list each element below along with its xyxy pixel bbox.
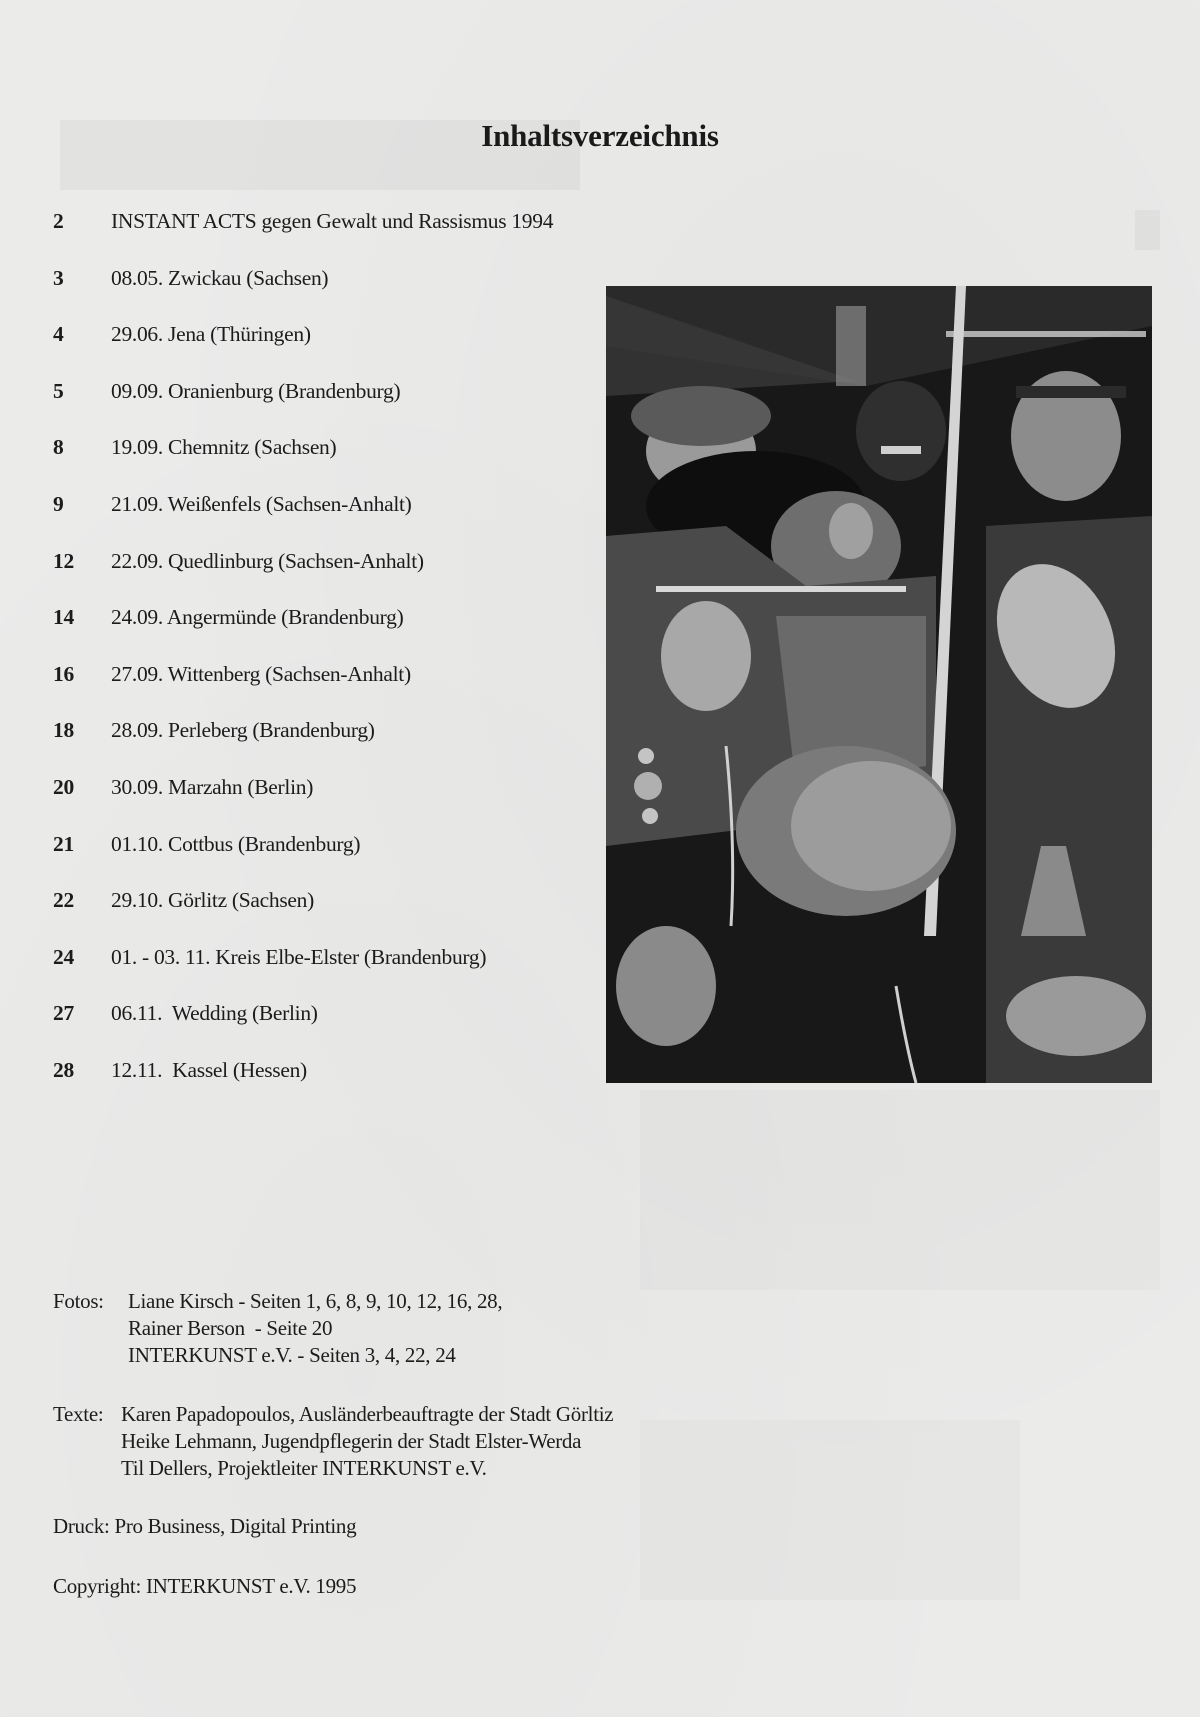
text-credit-label: Texte: xyxy=(53,1402,104,1426)
photo-credit-row xyxy=(53,1315,502,1342)
text-credit-line: Heike Lehmann, Jugendpflegerin der Stadt Elster-Werda xyxy=(121,1429,582,1453)
toc-entry-title: 22.09. Quedlinburg (Sachsen-Anhalt) xyxy=(111,548,424,573)
toc-entry xyxy=(53,718,603,775)
toc-entry-title: 12.11. Kassel (Hessen) xyxy=(111,1057,307,1082)
bleed-through-shadow xyxy=(640,1090,1160,1290)
toc-entry xyxy=(53,209,603,266)
toc-entry xyxy=(53,945,603,1002)
toc-entry xyxy=(53,322,603,379)
toc-page-number: 24 xyxy=(53,944,74,969)
toc-page-number: 3 xyxy=(53,265,64,290)
toc-entry-title: 21.09. Weißenfels (Sachsen-Anhalt) xyxy=(111,491,412,516)
photo-credit-line: Rainer Berson - Seite 20 xyxy=(128,1316,333,1340)
photo-musicians-berimbau xyxy=(606,286,1152,1083)
toc-entry xyxy=(53,266,603,323)
toc-entry-title: 29.06. Jena (Thüringen) xyxy=(111,322,311,347)
toc-entry xyxy=(53,492,603,549)
toc-page-number: 20 xyxy=(53,774,74,799)
toc-entry-title: 29.10. Görlitz (Sachsen) xyxy=(111,888,314,913)
photo-credit-row xyxy=(53,1288,502,1315)
toc-entry xyxy=(53,379,603,436)
toc-page-number: 5 xyxy=(53,378,64,403)
text-credit-line: Karen Papadopoulos, Ausländerbeauftragte der Stadt Görltiz xyxy=(121,1402,614,1426)
text-credits xyxy=(53,1401,613,1482)
toc-page-number: 8 xyxy=(53,435,64,460)
table-of-contents xyxy=(53,209,603,1115)
copyright-notice: Copyright: INTERKUNST e.V. 1995 xyxy=(53,1574,357,1598)
toc-entry-title: 06.11. Wedding (Berlin) xyxy=(111,1001,318,1026)
page-title: Inhaltsverzeichnis xyxy=(481,118,719,153)
bleed-through-shadow xyxy=(1135,210,1160,250)
photo-credit-label: Fotos: xyxy=(53,1289,104,1313)
text-credit-line: Til Dellers, Projektleiter INTERKUNST e.V. xyxy=(121,1456,487,1480)
toc-entry xyxy=(53,662,603,719)
indent-spacer xyxy=(53,1428,121,1455)
toc-entry xyxy=(53,888,603,945)
toc-entry xyxy=(53,832,603,889)
toc-page-number: 14 xyxy=(53,605,74,630)
toc-entry xyxy=(53,549,603,606)
photo-image xyxy=(606,286,1152,1083)
text-credit-row xyxy=(53,1455,613,1482)
toc-entry-title: 24.09. Angermünde (Brandenburg) xyxy=(111,605,404,630)
toc-entry xyxy=(53,1001,603,1058)
toc-page-number: 16 xyxy=(53,661,74,686)
toc-page-number: 28 xyxy=(53,1057,74,1082)
toc-entry-title: 09.09. Oranienburg (Brandenburg) xyxy=(111,378,401,403)
toc-page-number: 2 xyxy=(53,209,64,233)
toc-entry-title: 08.05. Zwickau (Sachsen) xyxy=(111,265,329,290)
toc-entry-title: 01. - 03. 11. Kreis Elbe-Elster (Brandenburg) xyxy=(111,944,487,969)
toc-entry xyxy=(53,1058,603,1115)
photo-credits xyxy=(53,1288,502,1369)
toc-page-number: 21 xyxy=(53,831,74,856)
text-credit-row xyxy=(53,1401,613,1428)
indent-spacer xyxy=(53,1455,121,1482)
photo-credit-line: Liane Kirsch - Seiten 1, 6, 8, 9, 10, 12, 16, 28, xyxy=(128,1289,503,1313)
toc-page-number: 18 xyxy=(53,718,74,743)
toc-entry xyxy=(53,775,603,832)
toc-entry-title: 28.09. Perleberg (Brandenburg) xyxy=(111,718,375,743)
print-credit: Druck: Pro Business, Digital Printing xyxy=(53,1514,357,1538)
indent-spacer xyxy=(53,1342,128,1369)
toc-page-number: 27 xyxy=(53,1001,74,1026)
toc-entry-title: 30.09. Marzahn (Berlin) xyxy=(111,774,314,799)
toc-entry-title: INSTANT ACTS gegen Gewalt und Rassismus 1994 xyxy=(111,209,554,233)
toc-page-number: 9 xyxy=(53,491,64,516)
toc-entry-title: 01.10. Cottbus (Brandenburg) xyxy=(111,831,361,856)
toc-entry xyxy=(53,605,603,662)
toc-page-number: 4 xyxy=(53,322,64,347)
photo-credit-line: INTERKUNST e.V. - Seiten 3, 4, 22, 24 xyxy=(128,1343,456,1367)
text-credit-row xyxy=(53,1428,613,1455)
toc-page-number: 12 xyxy=(53,548,74,573)
photo-credit-row xyxy=(53,1342,502,1369)
toc-entry-title: 19.09. Chemnitz (Sachsen) xyxy=(111,435,337,460)
toc-page-number: 22 xyxy=(53,888,74,913)
bleed-through-shadow xyxy=(640,1420,1020,1600)
toc-entry-title: 27.09. Wittenberg (Sachsen-Anhalt) xyxy=(111,661,411,686)
toc-entry xyxy=(53,435,603,492)
indent-spacer xyxy=(53,1315,128,1342)
